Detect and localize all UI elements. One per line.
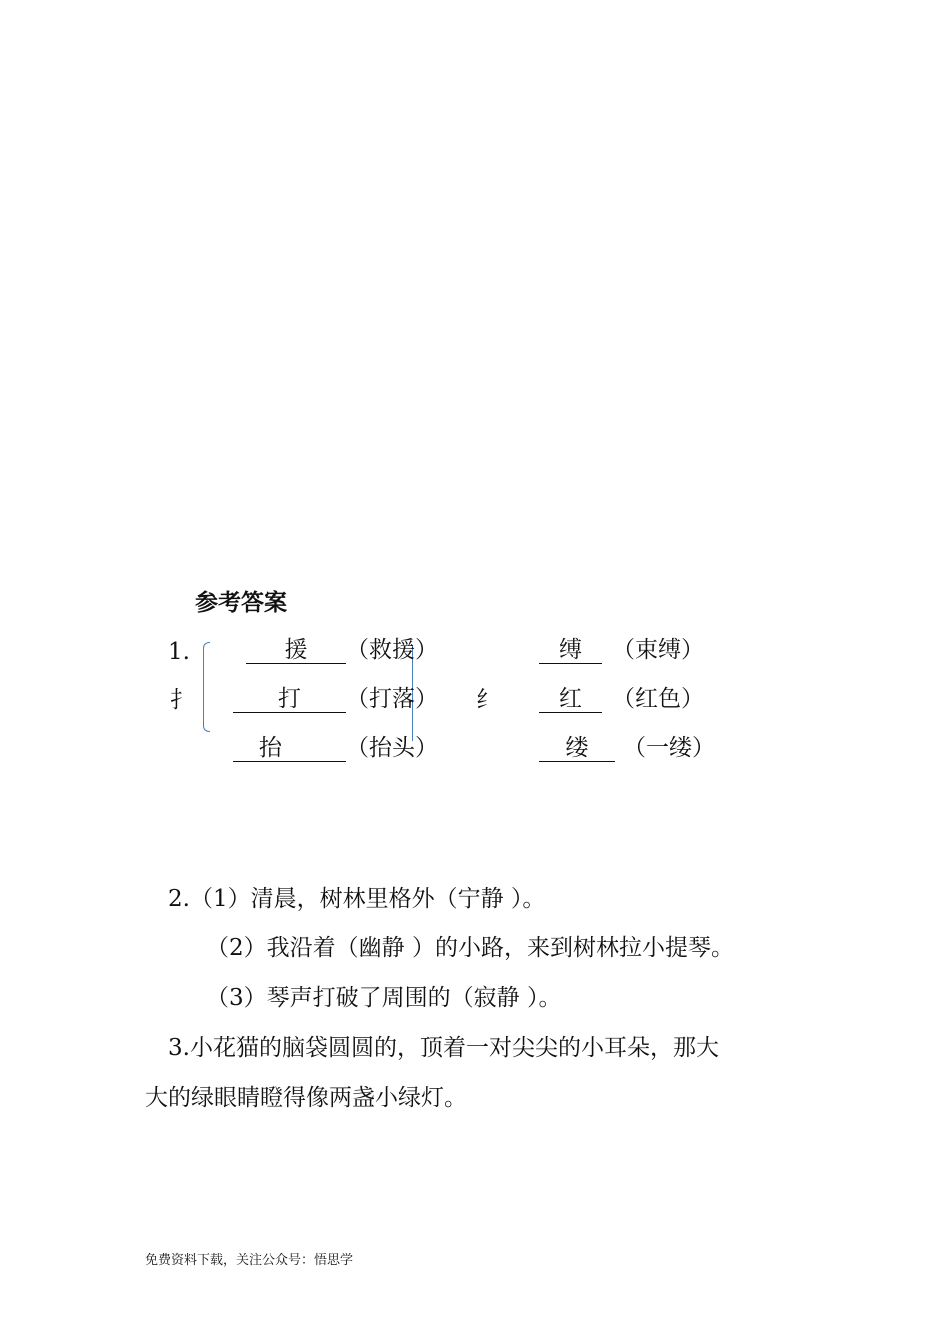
q3-line-1: 3.小花猫的脑袋圆圆的，顶着一对尖尖的小耳朵，那大 [168,1035,719,1061]
section-title: 参考答案 [195,590,287,616]
answer-blank: 抬 [233,735,346,762]
left-row-1 [246,635,438,665]
q2-line-3: （3）琴声打破了周围的（寂静 ）。 [206,985,562,1011]
answer-word: （抬头） [346,735,438,761]
answer-blank: 红 [539,686,602,713]
answer-word: （红色） [612,686,704,712]
answer-blank: 打 [233,686,346,713]
left-row-3 [233,733,438,763]
q2-line-1: 2.（1）清晨，树林里格外（宁静 ）。 [168,886,546,912]
right-row-1 [539,635,704,665]
answer-word: （束缚） [612,637,704,663]
answer-blank: 缚 [539,637,602,664]
right-row-3 [539,733,715,763]
left-radical: 扌 [170,687,193,713]
footer-note: 免费资料下载，关注公众号：悟思学 [145,1253,354,1268]
answer-word: （一缕） [623,735,715,761]
q3-line-2: 大的绿眼睛瞪得像两盏小绿灯。 [145,1085,467,1111]
answer-word: （救援） [346,637,438,663]
right-radical: 纟 [476,687,499,713]
left-row-2 [233,684,438,714]
q2-line-2: （2）我沿着（幽静 ）的小路，来到树林拉小提琴。 [206,935,734,961]
answer-blank: 缕 [539,735,615,762]
answer-word: （打落） [346,686,438,712]
left-brace [203,642,210,732]
answer-blank: 援 [246,637,346,664]
q1-number: 1. [168,639,190,665]
right-row-2 [539,684,704,714]
